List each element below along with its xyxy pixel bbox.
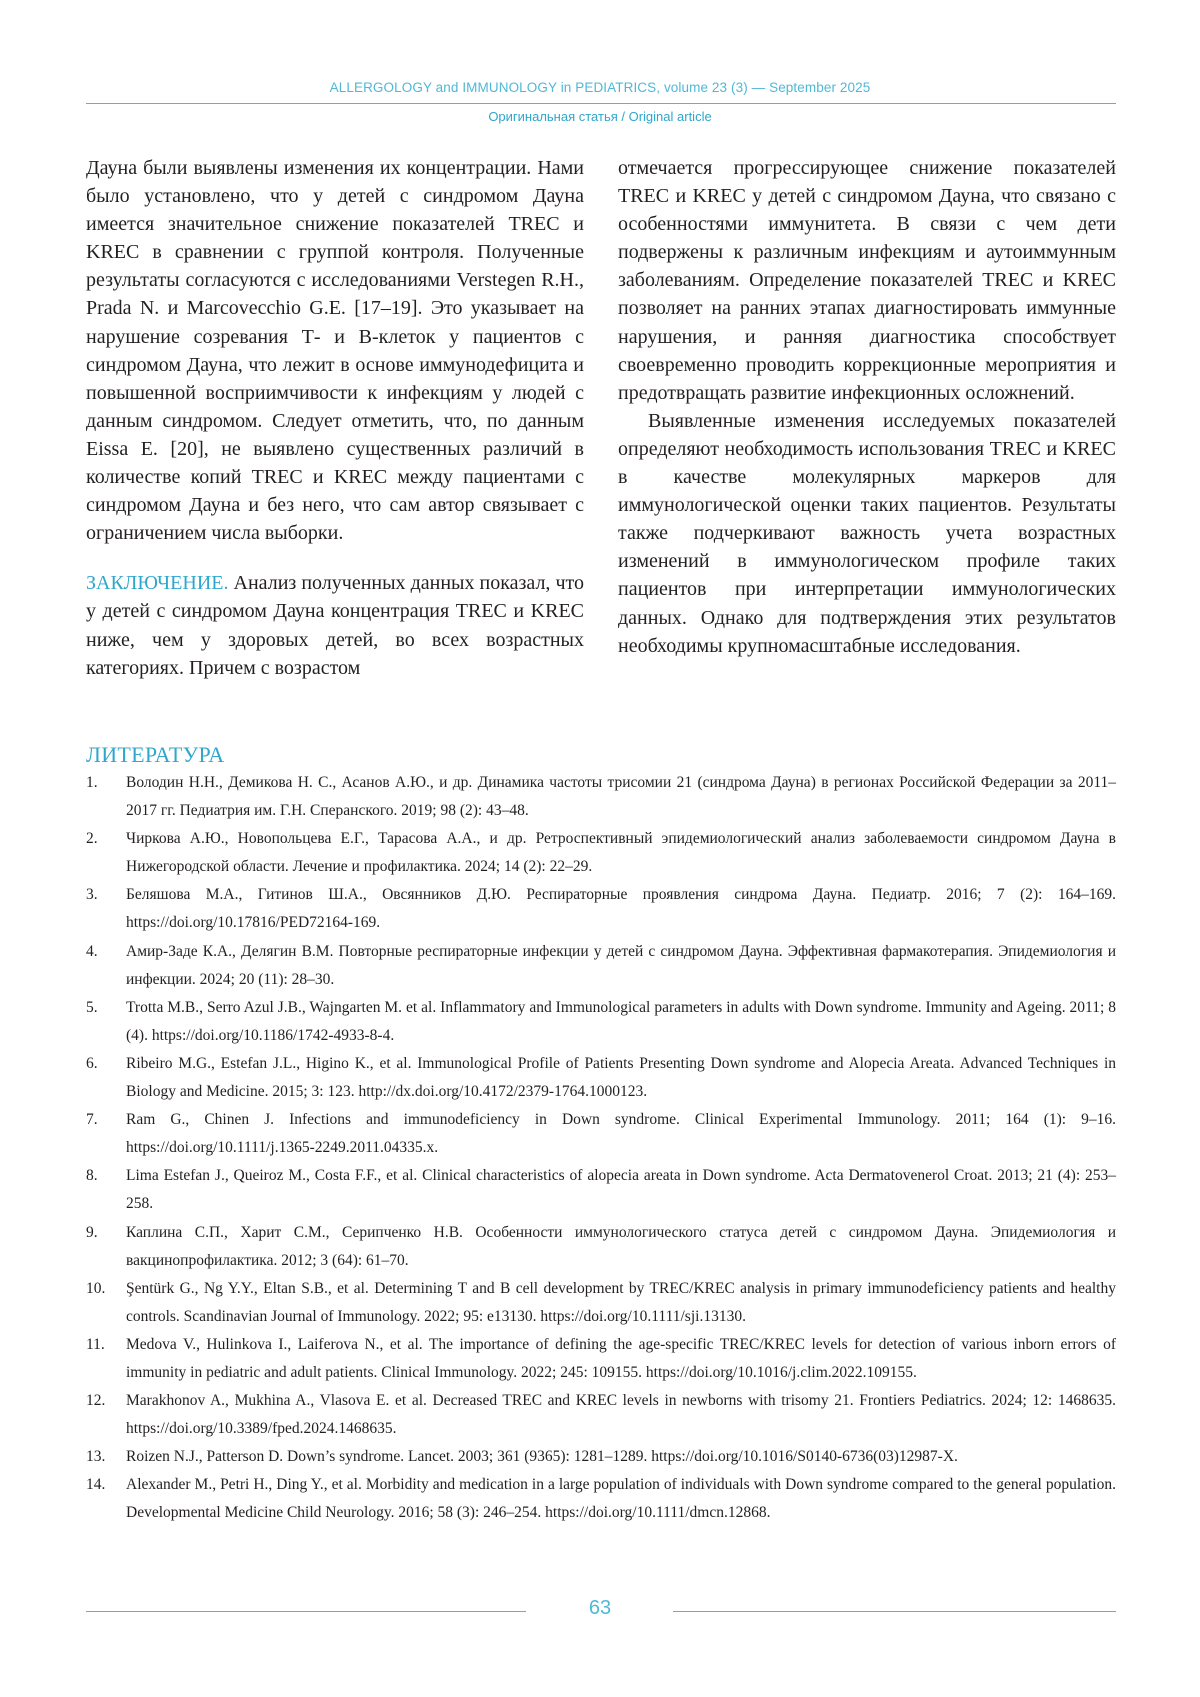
reference-number: 11. [86,1335,105,1353]
reference-item [86,1387,1116,1443]
reference-number: 1. [86,774,98,791]
reference-number: 12. [86,1392,106,1410]
reference-item [86,938,1116,994]
reference-item [86,1219,1116,1275]
footer-rule-left [86,1611,526,1612]
reference-text: Ram G., Chinen J. Infections and immunodeficiency in Down syndrome. Clinical Experimental Immunology. 2011; 164 (1): 9–16. https://doi.org/10.1111/j.1365-2249.2011.04335.x. [126,1111,1116,1157]
journal-header: ALLERGOLOGY and IMMUNOLOGY in PEDIATRICS, volume 23 (3) — September 2025 [329,80,871,95]
reference-item [86,1050,1116,1106]
references-heading: ЛИТЕРАТУРА [86,742,225,767]
reference-text: Roizen N.J., Patterson D. Down’s syndrome. Lancet. 2003; 361 (9365): 1281–1289. https://doi.org/10.1016/S0140-6736(03)12987-X. [126,1448,958,1466]
reference-number: 2. [86,830,98,848]
reference-text: Володин Н.Н., Демикова Н. С., Асанов А.Ю., и др. Динамика частоты трисомии 21 (синдрома Дауна) в регионах Российской Федерации за 2011–2017 гг. Педиатрия им. Г.Н. Сперанского. 2019; 98 (2): 43–48. [126,774,1116,820]
reference-number: 4. [86,942,98,960]
reference-number: 7. [86,1111,98,1129]
discussion-paragraph: Дауна были выявлены изменения их концентрации. Нами было установлено, что у детей с синдромом Дауна имеется значительное снижение показателей TREC и KREC в сравнении с группой контроля. Полученные результаты согласуются с исследованиями Verstegen R.H., Prada N. и Marcovecchio G.E. [17–19]. Это указывает на нарушение созревания Т- и В-клеток у пациентов с синдромом Дауна, что лежит в основе иммунодефицита и повышенной восприимчивости к инфекциям у людей с данным синдромом. Следует отметить, что, по данным Eissa E. [20], не выявлено существенных различий в количестве копий TREC и KREC между пациентами с синдромом Дауна и без него, что сам автор связывает с ограничением числа выборки. [86,157,584,545]
reference-item [86,1331,1116,1387]
reference-item [86,1275,1116,1331]
reference-number: 13. [86,1448,106,1466]
conclusion-final-paragraph: Выявленные изменения исследуемых показателей определяют необходимость использования TREC и KREC в качестве молекулярных маркеров для иммунологической оценки таких пациентов. Результаты также подчеркивают важность учета возрастных изменений в иммунологическом профиле таких пациентов при интерпретации иммунологических данных. Однако для подтверждения этих результатов необходимы крупномасштабные исследования. [618,409,1116,657]
reference-number: 3. [86,886,98,904]
reference-item [86,881,1116,937]
reference-text: Medova V., Hulinkova I., Laiferova N., et al. The importance of defining the age-specific TREC/KREC levels for detection of various inborn errors of immunity in pediatric and adult patients. Clinical Immunology. 2022; 245: 109155. https://doi.org/10.1016/j.clim.2022.109155. [126,1335,1116,1381]
reference-text: Амир-Заде К.А., Делягин В.М. Повторные респираторные инфекции у детей с синдромом Дауна. Эффективная фармакотерапия. Эпидемиология и инфекции. 2024; 20 (11): 28–30. [126,942,1116,988]
reference-text: Чиркова А.Ю., Новопольцева Е.Г., Тарасова А.А., и др. Ретроспективный эпидемиологический анализ заболеваемости синдромом Дауна в Нижегородской области. Лечение и профилактика. 2024; 14 (2): 22–29. [126,830,1116,876]
reference-list [86,769,1116,1528]
conclusion-paragraph [86,569,584,681]
conclusion-heading: ЗАКЛЮЧЕНИЕ. [86,572,229,595]
reference-item [86,1162,1116,1218]
header-rule [86,103,1116,104]
reference-item [86,994,1116,1050]
reference-text: Каплина С.П., Харит С.М., Серипченко Н.В. Особенности иммунологического статуса детей с синдромом Дауна. Эпидемиология и вакцинопрофилактика. 2012; 3 (64): 61–70. [126,1223,1116,1269]
article-type-label: Оригинальная статья / Original article [488,109,712,124]
reference-number: 8. [86,1167,98,1185]
right-column [618,154,1116,660]
reference-number: 9. [86,1223,98,1241]
reference-item [86,1443,1116,1471]
reference-text: Беляшова М.А., Гитинов Ш.А., Овсянников Д.Ю. Респираторные проявления синдрома Дауна. Педиатр. 2016; 7 (2): 164–169. https://doi.org/10.17816/PED72164-169. [126,886,1116,932]
reference-text: Trotta M.B., Serro Azul J.B., Wajngarten M. et al. Inflammatory and Immunological parameters in adults with Down syndrome. Immunity and Ageing. 2011; 8 (4). https://doi.org/10.1186/1742-4933-8-4. [126,998,1116,1044]
footer-rule-right [673,1611,1116,1612]
reference-text: Marakhonov A., Mukhina A., Vlasova E. et al. Decreased TREC and KREC levels in newborns with trisomy 21. Frontiers Pediatrics. 2024; 12: 1468635. https://doi.org/10.3389/fped.2024.1468635. [126,1392,1116,1438]
conclusion-text: Анализ полученных данных показал, что у детей с синдромом Дауна концентрация TREC и KREC ниже, чем у здоровых детей, во всех возрастных категориях. Причем с возрастом [86,572,584,679]
reference-text: Alexander M., Petri H., Ding Y., et al. Morbidity and medication in a large population of individuals with Down syndrome compared to the general population. Developmental Medicine Child Neurology. 2016; 58 (3): 246–254. https://doi.org/10.1111/dmcn.12868. [126,1476,1116,1522]
reference-text: Şentürk G., Ng Y.Y., Eltan S.B., et al. Determining T and B cell development by TREC/KREC analysis in primary immunodeficiency patients and healthy controls. Scandinavian Journal of Immunology. 2022; 95: e13130. https://doi.org/10.1111/sji.13130. [126,1279,1116,1325]
reference-item [86,1471,1116,1527]
conclusion-continued-paragraph: отмечается прогрессирующее снижение показателей TREC и KREC у детей с синдромом Дауна, что связано с особенностями иммунитета. В связи с чем дети подвержены к различным инфекциям и аутоиммунным заболеваниям. Определение показателей TREC и KREC позволяет на ранних этапах диагностировать иммунные нарушения, и ранняя диагностика способствует своевременно проводить коррекционные мероприятия и предотвращать развитие инфекционных осложнений. [618,157,1116,404]
page-number: 63 [588,1597,612,1619]
reference-item [86,1106,1116,1162]
reference-number: 10. [86,1279,106,1297]
left-column [86,154,584,682]
reference-number: 6. [86,1054,98,1072]
reference-number: 14. [86,1476,106,1494]
reference-text: Ribeiro M.G., Estefan J.L., Higino K., et al. Immunological Profile of Patients Presenting Down syndrome and Alopecia Areata. Advanced Techniques in Biology and Medicine. 2015; 3: 123. http://dx.doi.org/10.4172/2379-1764.1000123. [126,1054,1116,1101]
reference-number: 5. [86,998,98,1016]
reference-item [86,825,1116,881]
reference-text: Lima Estefan J., Queiroz M., Costa F.F., et al. Clinical characteristics of alopecia areata in Down syndrome. Acta Dermatovenerol Croat. 2013; 21 (4): 253–258. [126,1167,1116,1213]
reference-item [86,769,1116,825]
